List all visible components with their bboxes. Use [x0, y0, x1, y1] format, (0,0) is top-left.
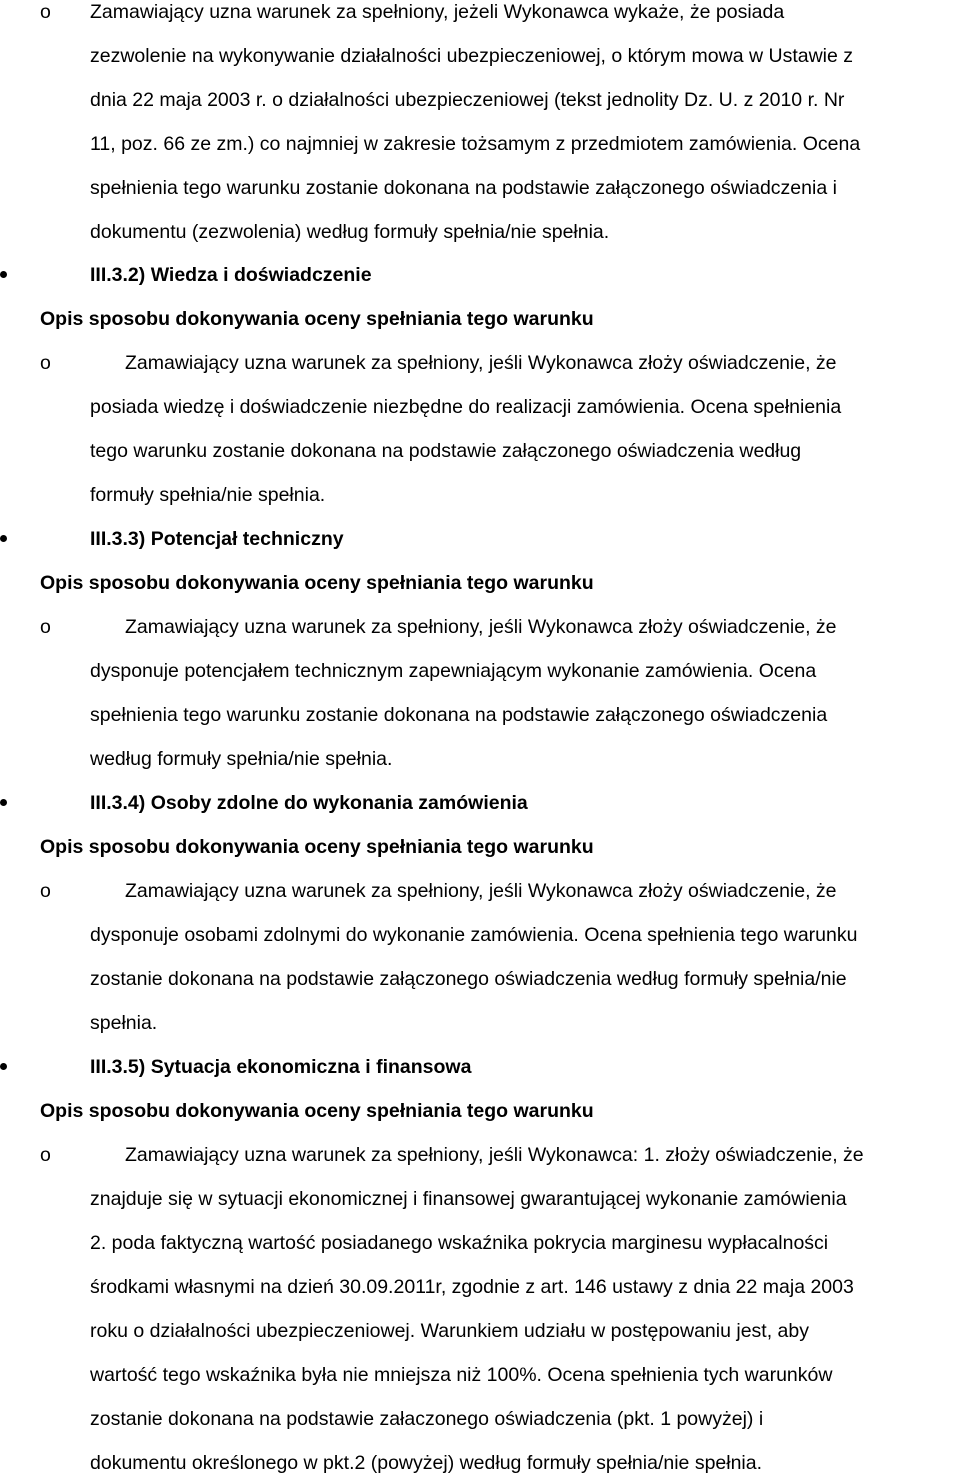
bullet-icon: [0, 1063, 7, 1070]
paragraph-line: roku o działalności ubezpieczeniowej. Warunkiem udziału w postępowaniu jest, aby: [90, 1320, 809, 1342]
paragraph-line: Zamawiający uzna warunek za spełniony, jeśli Wykonawca złoży oświadczenie, że: [125, 616, 837, 638]
paragraph-line: posiada wiedzę i doświadczenie niezbędne do realizacji zamówienia. Ocena spełnienia: [90, 396, 842, 418]
section-subheading: Opis sposobu dokonywania oceny spełniania tego warunku: [40, 1100, 594, 1122]
paragraph-line: dysponuje osobami zdolnymi do wykonanie zamówienia. Ocena spełnienia tego warunku: [90, 924, 858, 946]
paragraph-line: 11, poz. 66 ze zm.) co najmniej w zakresie tożsamym z przedmiotem zamówienia. Ocena: [90, 133, 861, 155]
paragraph-line: według formuły spełnia/nie spełnia.: [90, 748, 393, 770]
paragraph-line: dnia 22 maja 2003 r. o działalności ubezpieczeniowej (tekst jednolity Dz. U. z 2010 r. Nr: [90, 89, 845, 111]
list-marker: o: [40, 616, 51, 638]
paragraph-line: Zamawiający uzna warunek za spełniony, jeśli Wykonawca złoży oświadczenie, że: [125, 352, 837, 374]
paragraph-line: wartość tego wskaźnika była nie mniejsza niż 100%. Ocena spełnienia tych warunków: [90, 1364, 833, 1386]
paragraph-line: zostanie dokonana na podstawie załączonego oświadczenia według formuły spełnia/nie: [90, 968, 847, 990]
section-subheading: Opis sposobu dokonywania oceny spełniania tego warunku: [40, 308, 594, 330]
paragraph-line: Zamawiający uzna warunek za spełniony, jeśli Wykonawca złoży oświadczenie, że: [125, 880, 837, 902]
bullet-icon: [0, 799, 7, 806]
paragraph-line: znajduje się w sytuacji ekonomicznej i finansowej gwarantującej wykonanie zamówienia: [90, 1188, 847, 1210]
section-heading: III.3.3) Potencjał techniczny: [90, 528, 344, 550]
paragraph-line: zezwolenie na wykonywanie działalności ubezpieczeniowej, o którym mowa w Ustawie z: [90, 45, 854, 67]
paragraph-line: Zamawiający uzna warunek za spełniony, jeżeli Wykonawca wykaże, że posiada: [90, 1, 785, 23]
paragraph-line: dokumentu określonego w pkt.2 (powyżej) według formuły spełnia/nie spełnia.: [90, 1452, 763, 1474]
paragraph-line: spełnienia tego warunku zostanie dokonana na podstawie załączonego oświadczenia i: [90, 177, 837, 199]
list-marker: o: [40, 352, 51, 374]
paragraph-line: 2. poda faktyczną wartość posiadanego wskaźnika pokrycia marginesu wypłacalności: [90, 1232, 829, 1254]
paragraph-line: formuły spełnia/nie spełnia.: [90, 484, 326, 506]
section-heading: III.3.4) Osoby zdolne do wykonania zamówienia: [90, 792, 528, 814]
section-subheading: Opis sposobu dokonywania oceny spełniania tego warunku: [40, 572, 594, 594]
section-heading: III.3.2) Wiedza i doświadczenie: [90, 264, 372, 286]
paragraph-line: zostanie dokonana na podstawie załaczonego oświadczenia (pkt. 1 powyżej) i: [90, 1408, 764, 1430]
list-marker: o: [40, 1, 51, 23]
section-subheading: Opis sposobu dokonywania oceny spełniania tego warunku: [40, 836, 594, 858]
list-marker: o: [40, 1144, 51, 1166]
paragraph-line: środkami własnymi na dzień 30.09.2011r, zgodnie z art. 146 ustawy z dnia 22 maja 2003: [90, 1276, 854, 1298]
paragraph-line: spełnia.: [90, 1012, 158, 1034]
bullet-icon: [0, 535, 7, 542]
paragraph-line: spełnienia tego warunku zostanie dokonana na podstawie załączonego oświadczenia: [90, 704, 828, 726]
section-heading: III.3.5) Sytuacja ekonomiczna i finansowa: [90, 1056, 472, 1078]
list-marker: o: [40, 880, 51, 902]
paragraph-line: tego warunku zostanie dokonana na podstawie załączonego oświadczenia według: [90, 440, 802, 462]
paragraph-line: Zamawiający uzna warunek za spełniony, jeśli Wykonawca: 1. złoży oświadczenie, że: [125, 1144, 864, 1166]
bullet-icon: [0, 271, 7, 278]
paragraph-line: dokumentu (zezwolenia) według formuły spełnia/nie spełnia.: [90, 221, 610, 243]
paragraph-line: dysponuje potencjałem technicznym zapewniającym wykonanie zamówienia. Ocena: [90, 660, 817, 682]
